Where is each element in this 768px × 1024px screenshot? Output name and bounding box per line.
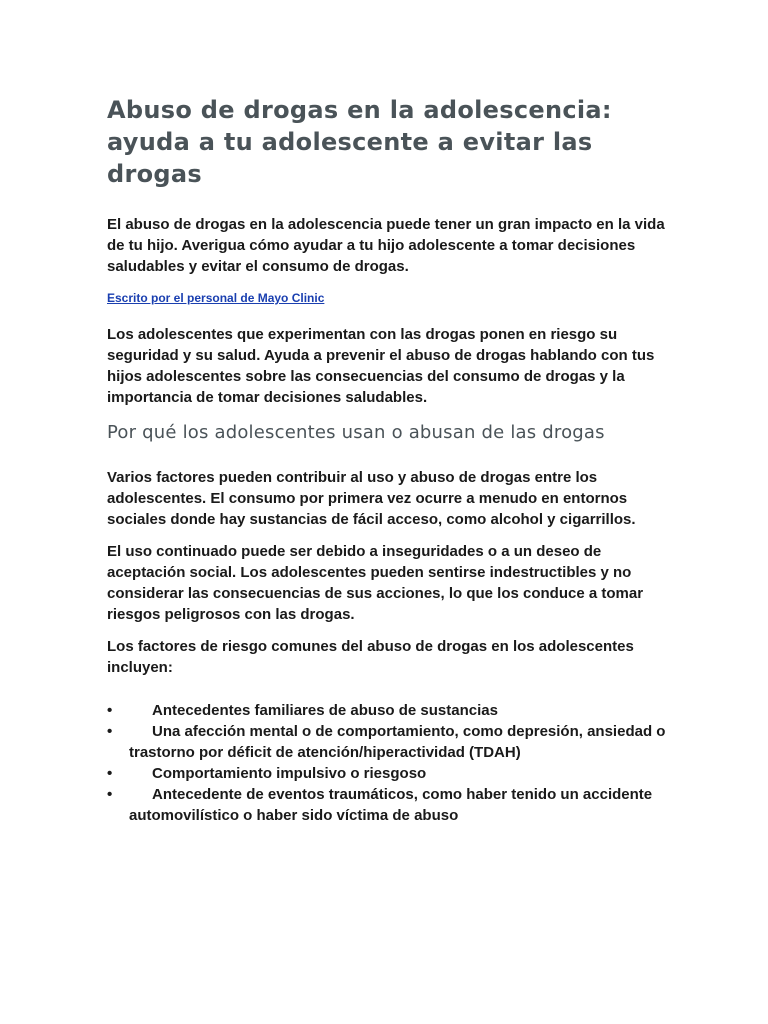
list-item-text: Una afección mental o de comportamiento, como depresión, ansiedad o trastorno por déficit de atención/hiperactividad (TDAH) (129, 723, 666, 761)
list-item (107, 700, 667, 721)
section-heading: Por qué los adolescentes usan o abusan de las drogas (107, 422, 605, 443)
list-item (107, 721, 667, 763)
byline (107, 289, 667, 307)
byline-link[interactable]: Escrito por el personal de Mayo Clinic (107, 291, 325, 305)
risk-factor-list (107, 700, 667, 826)
paragraph-3: El uso continuado puede ser debido a inseguridades o a un deseo de aceptación social. Los adolescentes pueden sentirse indestructibles y no considerar las consecuencias de sus acciones, lo que los conduce a tomar riesgos peligrosos con las drogas. (107, 543, 644, 623)
list-item-text: Antecedentes familiares de abuso de sustancias (152, 702, 498, 719)
article-intro: El abuso de drogas en la adolescencia puede tener un gran impacto en la vida de tu hijo. Averigua cómo ayudar a tu hijo adolescente a tomar decisiones saludables y evitar el consumo de drogas. (107, 216, 665, 275)
list-item (107, 763, 667, 784)
document-page (107, 94, 667, 826)
list-item (107, 784, 667, 826)
list-item-text: Comportamiento impulsivo o riesgoso (152, 765, 427, 782)
bullet-icon: • (107, 765, 113, 782)
article-title: Abuso de drogas en la adolescencia: ayuda a tu adolescente a evitar las drogas (107, 96, 612, 188)
paragraph-4: Los factores de riesgo comunes del abuso de drogas en los adolescentes incluyen: (107, 638, 634, 676)
list-item-text: Antecedente de eventos traumáticos, como haber tenido un accidente automovilístico o haber sido víctima de abuso (129, 786, 653, 824)
bullet-icon: • (107, 723, 113, 740)
bullet-icon: • (107, 786, 113, 803)
bullet-icon: • (107, 702, 113, 719)
paragraph-1: Los adolescentes que experimentan con las drogas ponen en riesgo su seguridad y su salud. Ayuda a prevenir el abuso de drogas hablando con tus hijos adolescentes sobre las consecuencias del consumo de drogas y la importancia de tomar decisiones saludables. (107, 326, 655, 406)
paragraph-2: Varios factores pueden contribuir al uso y abuso de drogas entre los adolescentes. El consumo por primera vez ocurre a menudo en entornos sociales donde hay sustancias de fácil acceso, como alcohol y cigarrillos. (107, 469, 636, 528)
